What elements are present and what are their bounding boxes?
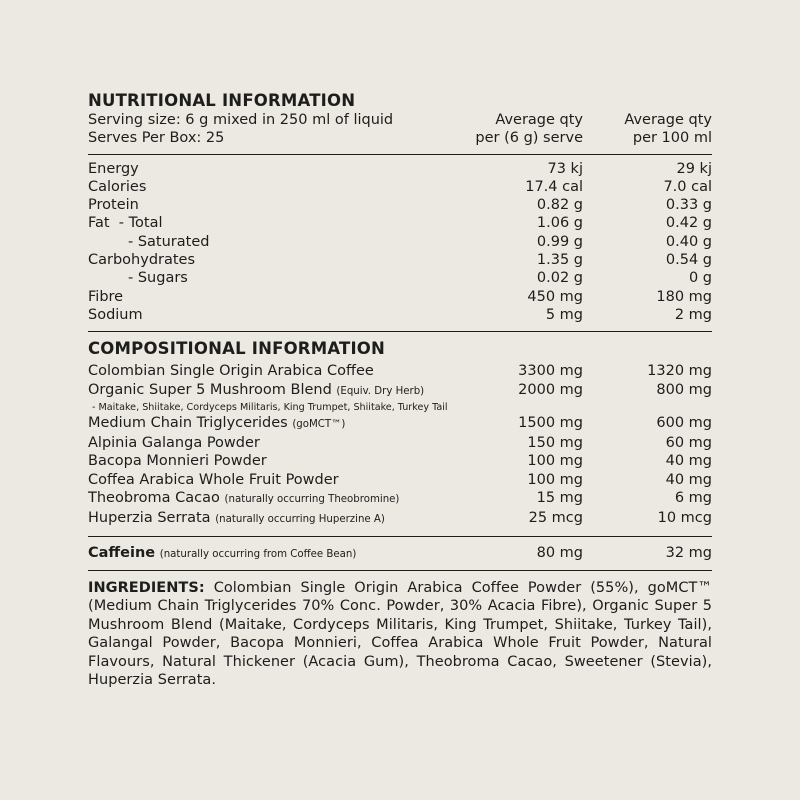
- ingredient-per100: 40 mg: [665, 453, 712, 470]
- ingredient-per100: 60 mg: [665, 435, 712, 452]
- ingredient-serve: 100 mg: [527, 453, 583, 470]
- ingredient-label-group: [88, 414, 481, 434]
- serves-header-row: [88, 129, 712, 147]
- composition-row-bacopa: [88, 452, 712, 470]
- divider: [88, 570, 712, 571]
- ingredient-serve: 15 mg: [536, 490, 583, 507]
- ingredient-label: Alpinia Galanga Powder: [88, 435, 260, 452]
- ingredient-note: (goMCT™): [292, 418, 346, 430]
- ingredient-serve: 150 mg: [527, 435, 583, 452]
- ingredient-label-group: [88, 489, 481, 509]
- nutrient-serve: 450 mg: [527, 288, 583, 305]
- nutrient-per100: 0.40 g: [665, 233, 712, 250]
- nutrient-label: Fat - Total: [88, 215, 163, 232]
- composition-row-galanga: [88, 434, 712, 452]
- col1-header-line2: per (6 g) serve: [475, 130, 583, 147]
- nutrient-label: Fibre: [88, 288, 124, 305]
- composition-row-huperzia: [88, 509, 712, 529]
- ingredient-per100: 10 mcg: [657, 510, 712, 527]
- ingredient-note: (naturally occurring Theobromine): [224, 494, 400, 506]
- ingredient-label: Medium Chain Triglycerides: [88, 414, 288, 431]
- col2-header-line2: per 100 ml: [632, 130, 712, 147]
- ingredient-note: (naturally occurring Huperzine A): [215, 514, 385, 526]
- ingredient-serve: 2000 mg: [518, 381, 583, 398]
- serving-size: Serving size: 6 g mixed in 250 ml of liquid: [88, 112, 394, 128]
- nutrient-label: Sodium: [88, 306, 143, 323]
- mushroom-sub-list: - Maitake, Shiitake, Cordyceps Militaris, King Trumpet, Shiitake, Turkey Tail: [92, 401, 448, 413]
- nutrient-row-calories: [88, 178, 712, 196]
- nutrient-label: Energy: [88, 160, 139, 177]
- caffeine-serve: 80 mg: [536, 544, 583, 561]
- ingredients-text: Colombian Single Origin Arabica Coffee Powder (55%), goMCT™ (Medium Chain Triglycerides 70% Conc. Powder, 30% Acacia Fibre), Organic Super 5 Mushroom Blend (Maitake, Cordyceps Militaris, King Trumpet, Shiitake, Turkey Tail), Galangal Powder, Bacopa Monnieri, Coffea Arabica Whole Fruit Powder, Natural Flavours, Natural Thickener (Acacia Gum), Theobroma Cacao, Sweetener (Stevia), Huperzia Serrata.: [88, 579, 712, 689]
- ingredient-serve: 100 mg: [527, 471, 583, 488]
- divider: [88, 154, 712, 155]
- ingredient-label-group: [88, 509, 481, 529]
- nutrient-serve: 1.35 g: [536, 252, 583, 269]
- ingredient-label: Organic Super 5 Mushroom Blend: [88, 381, 332, 398]
- nutrient-row-fat-total: [88, 214, 712, 232]
- ingredient-label: Colombian Single Origin Arabica Coffee: [88, 363, 374, 380]
- ingredient-note: (Equiv. Dry Herb): [336, 385, 425, 397]
- ingredient-label: Huperzia Serrata: [88, 510, 211, 527]
- divider: [88, 536, 712, 537]
- ingredient-label: Theobroma Cacao: [88, 490, 220, 507]
- nutrient-label: Protein: [88, 197, 139, 214]
- nutrient-row-protein: [88, 196, 712, 214]
- composition-row-mct: [88, 414, 712, 434]
- ingredients-title: INGREDIENTS:: [88, 579, 205, 596]
- nutrient-serve: 17.4 cal: [525, 178, 583, 195]
- nutrient-row-carbohydrates: [88, 251, 712, 269]
- ingredients-paragraph: [88, 579, 712, 690]
- ingredient-label-group: [88, 381, 481, 401]
- nutrient-serve: 0.82 g: [536, 197, 583, 214]
- nutrient-per100: 180 mg: [656, 288, 712, 305]
- nutrient-row-saturated: [88, 233, 712, 251]
- caffeine-note: (naturally occurring from Coffee Bean): [159, 548, 357, 560]
- composition-row-mushroom: [88, 381, 712, 401]
- composition-row-coffee: [88, 362, 712, 380]
- nutrition-panel: [88, 91, 712, 690]
- nutrient-label: Calories: [88, 178, 147, 195]
- nutrient-row-sugars: [88, 269, 712, 287]
- nutrient-per100: 0.54 g: [665, 252, 712, 269]
- ingredient-serve: 1500 mg: [518, 414, 583, 431]
- nutrient-row-fibre: [88, 288, 712, 306]
- caffeine-per100: 32 mg: [665, 544, 712, 561]
- nutrient-row-energy: [88, 160, 712, 178]
- nutrient-serve: 73 kj: [547, 160, 583, 177]
- ingredient-per100: 1320 mg: [647, 363, 712, 380]
- serves-per-box: Serves Per Box: 25: [88, 130, 225, 147]
- nutrient-label: - Sugars: [128, 270, 188, 287]
- nutrient-row-sodium: [88, 306, 712, 324]
- nutrient-per100: 0.33 g: [665, 197, 712, 214]
- nutrition-title: NUTRITIONAL INFORMATION: [88, 91, 356, 110]
- composition-title: COMPOSITIONAL INFORMATION: [88, 339, 386, 359]
- ingredient-label: Bacopa Monnieri Powder: [88, 453, 267, 470]
- nutrient-serve: 0.02 g: [536, 270, 583, 287]
- serving-header-row: [88, 111, 712, 129]
- nutrient-label: - Saturated: [128, 233, 210, 250]
- ingredient-per100: 800 mg: [656, 381, 712, 398]
- nutrient-serve: 1.06 g: [536, 215, 583, 232]
- col2-header-line1: Average qty: [624, 112, 712, 128]
- composition-row-cacao: [88, 489, 712, 509]
- nutrient-per100: 7.0 cal: [663, 178, 712, 195]
- ingredient-per100: 6 mg: [674, 490, 712, 507]
- ingredient-label: Coffea Arabica Whole Fruit Powder: [88, 471, 339, 488]
- caffeine-label: Caffeine: [88, 544, 156, 561]
- nutrient-serve: 5 mg: [545, 306, 583, 323]
- ingredient-per100: 600 mg: [656, 414, 712, 431]
- caffeine-label-group: [88, 544, 481, 564]
- nutrient-per100: 29 kj: [676, 160, 712, 177]
- nutrient-serve: 0.99 g: [536, 233, 583, 250]
- ingredient-serve: 3300 mg: [518, 363, 583, 380]
- ingredient-per100: 40 mg: [665, 471, 712, 488]
- nutrient-per100: 0.42 g: [665, 215, 712, 232]
- nutrient-per100: 0 g: [688, 270, 712, 287]
- nutrient-label: Carbohydrates: [88, 252, 196, 269]
- col1-header-line1: Average qty: [495, 112, 583, 128]
- divider: [88, 331, 712, 332]
- nutrient-per100: 2 mg: [674, 306, 712, 323]
- caffeine-row: [88, 544, 712, 564]
- composition-row-coffea-fruit: [88, 471, 712, 489]
- ingredient-serve: 25 mcg: [528, 510, 583, 527]
